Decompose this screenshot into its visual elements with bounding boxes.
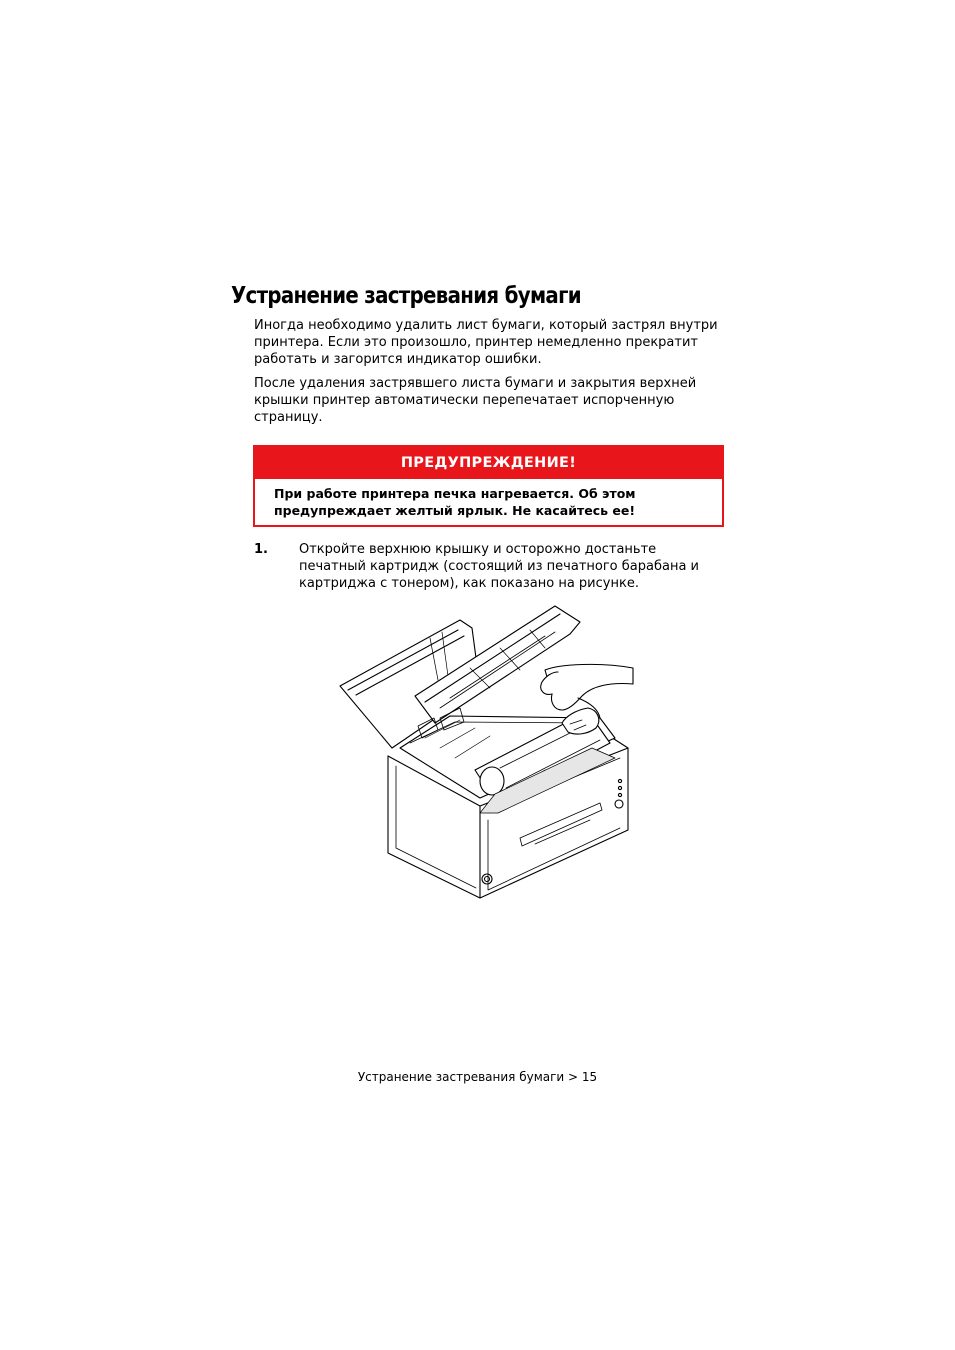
step-line: Откройте верхнюю крышку и осторожно достаньте — [299, 542, 657, 557]
warning-line: предупреждает желтый ярлык. Не касайтесь ее! — [274, 503, 636, 518]
step-number: 1. — [254, 542, 268, 557]
warning-heading: ПРЕДУПРЕЖДЕНИЕ! — [255, 447, 722, 479]
warning-box — [253, 445, 724, 527]
intro-line: работать и загорится индикатор ошибки. — [254, 352, 542, 367]
after-removal-line: крышки принтер автоматически перепечатает испорченную — [254, 393, 675, 408]
step-line: печатный картридж (состоящий из печатного барабана и — [299, 559, 699, 574]
step-line: картриджа с тонером), как показано на рисунке. — [299, 576, 639, 591]
step-text — [299, 541, 729, 592]
printer-illustration — [330, 598, 650, 903]
after-removal-line: страницу. — [254, 410, 323, 425]
intro-paragraph — [254, 317, 734, 368]
warning-text — [255, 479, 722, 519]
intro-line: Иногда необходимо удалить лист бумаги, который застрял внутри — [254, 318, 718, 333]
intro-line: принтера. Если это произошло, принтер немедленно прекратит — [254, 335, 698, 350]
page-footer: Устранение застревания бумаги > 15 — [357, 1070, 598, 1084]
after-removal-line: После удаления застрявшего листа бумаги и закрытия верхней — [254, 376, 697, 391]
warning-line: При работе принтера печка нагревается. Об этом — [274, 486, 636, 501]
page-title: Устранение застревания бумаги — [231, 283, 581, 309]
after-removal-paragraph — [254, 375, 734, 426]
